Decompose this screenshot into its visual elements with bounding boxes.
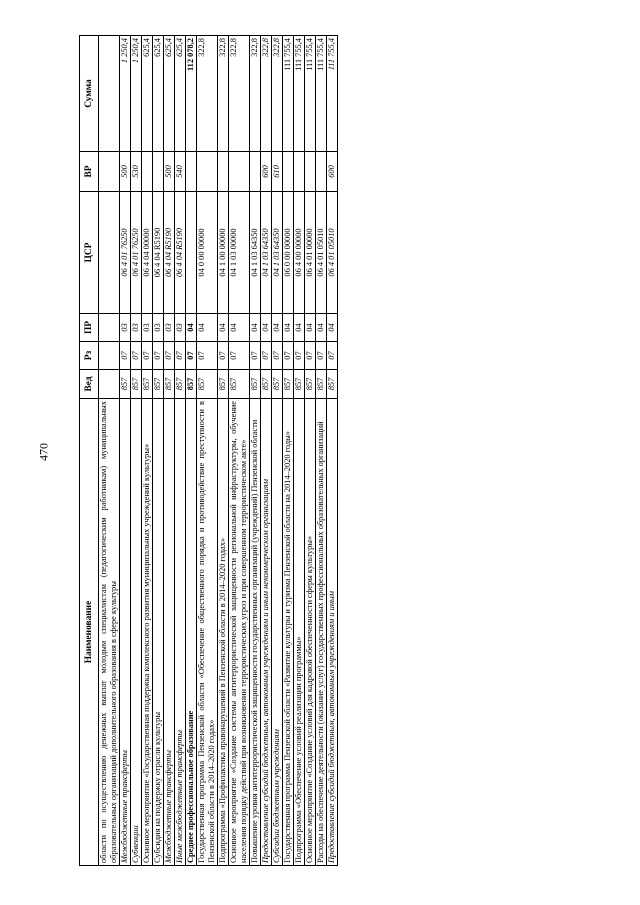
- cell-name: Среднее профессиональное образование: [186, 399, 197, 866]
- cell-name: Расходы на обеспечение деятельности (оказание услуг) государственных профессиональных образовательных организаций: [316, 399, 327, 866]
- cell-pr: 03: [153, 314, 164, 342]
- cell-ved: 857: [294, 370, 305, 399]
- cell-rz: 07: [283, 342, 294, 370]
- cell-csr: 06 4 04 R5190: [175, 192, 186, 314]
- header-sum: Сумма: [80, 36, 99, 152]
- table-row: [261, 36, 272, 866]
- table-row: [305, 36, 316, 866]
- cell-pr: 04: [186, 314, 197, 342]
- cell-pr: 04: [305, 314, 316, 342]
- cell-name: Предоставление субсидий бюджетным, автономным учреждениям и иным некоммерческим организациям: [261, 399, 272, 866]
- cell-vr: [283, 152, 294, 192]
- cell-csr: 06 4 01 05010: [316, 192, 327, 314]
- cell-name: Подпрограмма «Обеспечение условий реализации программы»: [294, 399, 305, 866]
- cell-pr: [99, 314, 120, 342]
- cell-ved: 857: [131, 370, 142, 399]
- table-row: [120, 36, 131, 866]
- cell-pr: 03: [120, 314, 131, 342]
- cell-vr: 540: [175, 152, 186, 192]
- cell-vr: [218, 152, 229, 192]
- cell-pr: 03: [164, 314, 175, 342]
- cell-vr: [316, 152, 327, 192]
- cell-pr: 04: [283, 314, 294, 342]
- cell-vr: 600: [327, 152, 338, 192]
- cell-sum: 111 755,4: [316, 36, 327, 152]
- cell-rz: 07: [250, 342, 261, 370]
- header-name: Наименование: [80, 399, 99, 866]
- table-row: [99, 36, 120, 866]
- cell-vr: [294, 152, 305, 192]
- cell-rz: 07: [294, 342, 305, 370]
- table-row: [197, 36, 218, 866]
- cell-pr: 04: [229, 314, 250, 342]
- cell-ved: 857: [142, 370, 153, 399]
- cell-rz: 07: [120, 342, 131, 370]
- cell-pr: 04: [250, 314, 261, 342]
- page-number: 470: [36, 443, 51, 461]
- cell-sum: 322,8: [229, 36, 250, 152]
- cell-name: Субсидия на поддержку отрасли культуры: [153, 399, 164, 866]
- cell-vr: [305, 152, 316, 192]
- cell-csr: 06 4 01 76250: [131, 192, 142, 314]
- cell-sum: 322,8: [261, 36, 272, 152]
- table-row: [175, 36, 186, 866]
- cell-sum: 111 755,4: [283, 36, 294, 152]
- header-pr: ПР: [80, 314, 99, 342]
- cell-name: Иные межбюджетные трансферты: [175, 399, 186, 866]
- table-row: [250, 36, 261, 866]
- cell-name: Подпрограмма «Профилактика правонарушений в Пензенской области в 2014–2020 годах»: [218, 399, 229, 866]
- cell-sum: 322,8: [197, 36, 218, 152]
- cell-pr: 04: [218, 314, 229, 342]
- cell-csr: 06 4 01 76250: [120, 192, 131, 314]
- header-csr: ЦСР: [80, 192, 99, 314]
- cell-pr: 04: [316, 314, 327, 342]
- cell-ved: 857: [186, 370, 197, 399]
- cell-pr: 03: [131, 314, 142, 342]
- cell-rz: 07: [316, 342, 327, 370]
- cell-sum: 111 755,4: [294, 36, 305, 152]
- cell-ved: 857: [283, 370, 294, 399]
- cell-rz: 07: [261, 342, 272, 370]
- table-row: [294, 36, 305, 866]
- cell-sum: 1 250,4: [131, 36, 142, 152]
- cell-csr: 06 4 00 00000: [294, 192, 305, 314]
- cell-sum: 322,8: [218, 36, 229, 152]
- cell-vr: [99, 152, 120, 192]
- cell-csr: 04 1 03 64350: [261, 192, 272, 314]
- cell-rz: 07: [175, 342, 186, 370]
- cell-sum: 111 755,4: [305, 36, 316, 152]
- cell-ved: 857: [197, 370, 218, 399]
- cell-sum: 112 078,2: [186, 36, 197, 152]
- cell-sum: 1 250,4: [120, 36, 131, 152]
- cell-rz: [99, 342, 120, 370]
- cell-vr: 610: [272, 152, 283, 192]
- table-body: [99, 36, 338, 866]
- cell-name: Основное мероприятие «Создание системы антитеррористической защищенности региональной инфраструктуры, обучение населения порядку действий при возникновении террористических угроз и при совершенном террористическом акте»: [229, 399, 250, 866]
- table-row: [283, 36, 294, 866]
- cell-ved: 857: [305, 370, 316, 399]
- cell-rz: 07: [218, 342, 229, 370]
- cell-rz: 07: [131, 342, 142, 370]
- cell-name: области по осуществлению денежных выплат молодым специалистам (педагогическим работникам) муниципальных образовательных организаций дополнительного образования в сфере культуры: [99, 399, 120, 866]
- cell-vr: 500: [164, 152, 175, 192]
- cell-name: Основное мероприятие «Государственная поддержка комплексного развития муниципальных учреждений культуры»: [142, 399, 153, 866]
- cell-pr: 04: [197, 314, 218, 342]
- cell-rz: 07: [153, 342, 164, 370]
- cell-rz: 07: [327, 342, 338, 370]
- table-row: [164, 36, 175, 866]
- cell-sum: 625,4: [142, 36, 153, 152]
- budget-table: [79, 35, 338, 866]
- cell-name: Повышение уровня антитеррористической защищенности государственных организаций (учреждений) Пензенской области: [250, 399, 261, 866]
- cell-pr: 03: [142, 314, 153, 342]
- cell-name: Государственная программа Пензенской области «Развитие культуры и туризма Пензенской области на 2014–2020 годы»: [283, 399, 294, 866]
- table-row: [316, 36, 327, 866]
- cell-name: Субвенции: [131, 399, 142, 866]
- cell-ved: 857: [272, 370, 283, 399]
- cell-vr: [250, 152, 261, 192]
- cell-sum: 322,8: [250, 36, 261, 152]
- cell-pr: 03: [175, 314, 186, 342]
- cell-csr: 06 4 04 R5190: [153, 192, 164, 314]
- cell-ved: 857: [120, 370, 131, 399]
- cell-csr: 06 4 01 00000: [305, 192, 316, 314]
- cell-csr: 06 4 01 05010: [327, 192, 338, 314]
- cell-csr: 06 0 00 00000: [283, 192, 294, 314]
- cell-rz: 07: [272, 342, 283, 370]
- cell-name: Субсидии бюджетным учреждениям: [272, 399, 283, 866]
- cell-csr: 04 1 03 00000: [229, 192, 250, 314]
- cell-csr: 06 4 04 R5190: [164, 192, 175, 314]
- cell-vr: [197, 152, 218, 192]
- table-row: [272, 36, 283, 866]
- cell-name: Основное мероприятие «Создание условий для кадровой обеспеченности сферы культуры»: [305, 399, 316, 866]
- cell-csr: 06 4 04 00000: [142, 192, 153, 314]
- cell-csr: 04 1 00 00000: [218, 192, 229, 314]
- cell-sum: 625,4: [175, 36, 186, 152]
- cell-name: Предоставление субсидий бюджетным, автономным учреждениям и иным: [327, 399, 338, 866]
- cell-rz: 07: [186, 342, 197, 370]
- rotated-table-container: [79, 36, 574, 866]
- cell-sum: 322,8: [272, 36, 283, 152]
- cell-rz: 07: [229, 342, 250, 370]
- table-row: [186, 36, 197, 866]
- cell-rz: 07: [305, 342, 316, 370]
- header-rz: Рз: [80, 342, 99, 370]
- cell-csr: [99, 192, 120, 314]
- cell-csr: [186, 192, 197, 314]
- header-vr: ВР: [80, 152, 99, 192]
- cell-rz: 07: [164, 342, 175, 370]
- cell-ved: [99, 370, 120, 399]
- cell-sum: 625,4: [153, 36, 164, 152]
- cell-rz: 07: [142, 342, 153, 370]
- cell-ved: 857: [175, 370, 186, 399]
- cell-ved: 857: [327, 370, 338, 399]
- cell-pr: 04: [272, 314, 283, 342]
- table-row: [327, 36, 338, 866]
- cell-pr: 04: [327, 314, 338, 342]
- cell-ved: 857: [164, 370, 175, 399]
- table-row: [229, 36, 250, 866]
- cell-csr: 04 1 03 64350: [272, 192, 283, 314]
- cell-vr: 530: [131, 152, 142, 192]
- cell-pr: 04: [294, 314, 305, 342]
- cell-csr: 04 1 03 64350: [250, 192, 261, 314]
- cell-ved: 857: [229, 370, 250, 399]
- cell-pr: 04: [261, 314, 272, 342]
- cell-name: Государственная программа Пензенской области «Обеспечение общественного порядка и противодействие преступности в Пензенской области в 2014–2020 годах»: [197, 399, 218, 866]
- cell-vr: [186, 152, 197, 192]
- table-row: [131, 36, 142, 866]
- cell-ved: 857: [153, 370, 164, 399]
- cell-vr: 500: [120, 152, 131, 192]
- cell-vr: [153, 152, 164, 192]
- cell-vr: 600: [261, 152, 272, 192]
- cell-ved: 857: [261, 370, 272, 399]
- cell-name: Межбюджетные трансферты: [120, 399, 131, 866]
- cell-sum: [99, 36, 120, 152]
- cell-csr: 04 0 00 00000: [197, 192, 218, 314]
- cell-ved: 857: [250, 370, 261, 399]
- cell-sum: 111 755,4: [327, 36, 338, 152]
- cell-ved: 857: [218, 370, 229, 399]
- table-row: [142, 36, 153, 866]
- cell-rz: 07: [197, 342, 218, 370]
- cell-sum: 625,4: [164, 36, 175, 152]
- cell-vr: [142, 152, 153, 192]
- table-header-row: [80, 36, 99, 866]
- table-row: [218, 36, 229, 866]
- header-ved: Вед: [80, 370, 99, 399]
- cell-vr: [229, 152, 250, 192]
- cell-name: Межбюджетные трансферты: [164, 399, 175, 866]
- table-row: [153, 36, 164, 866]
- cell-ved: 857: [316, 370, 327, 399]
